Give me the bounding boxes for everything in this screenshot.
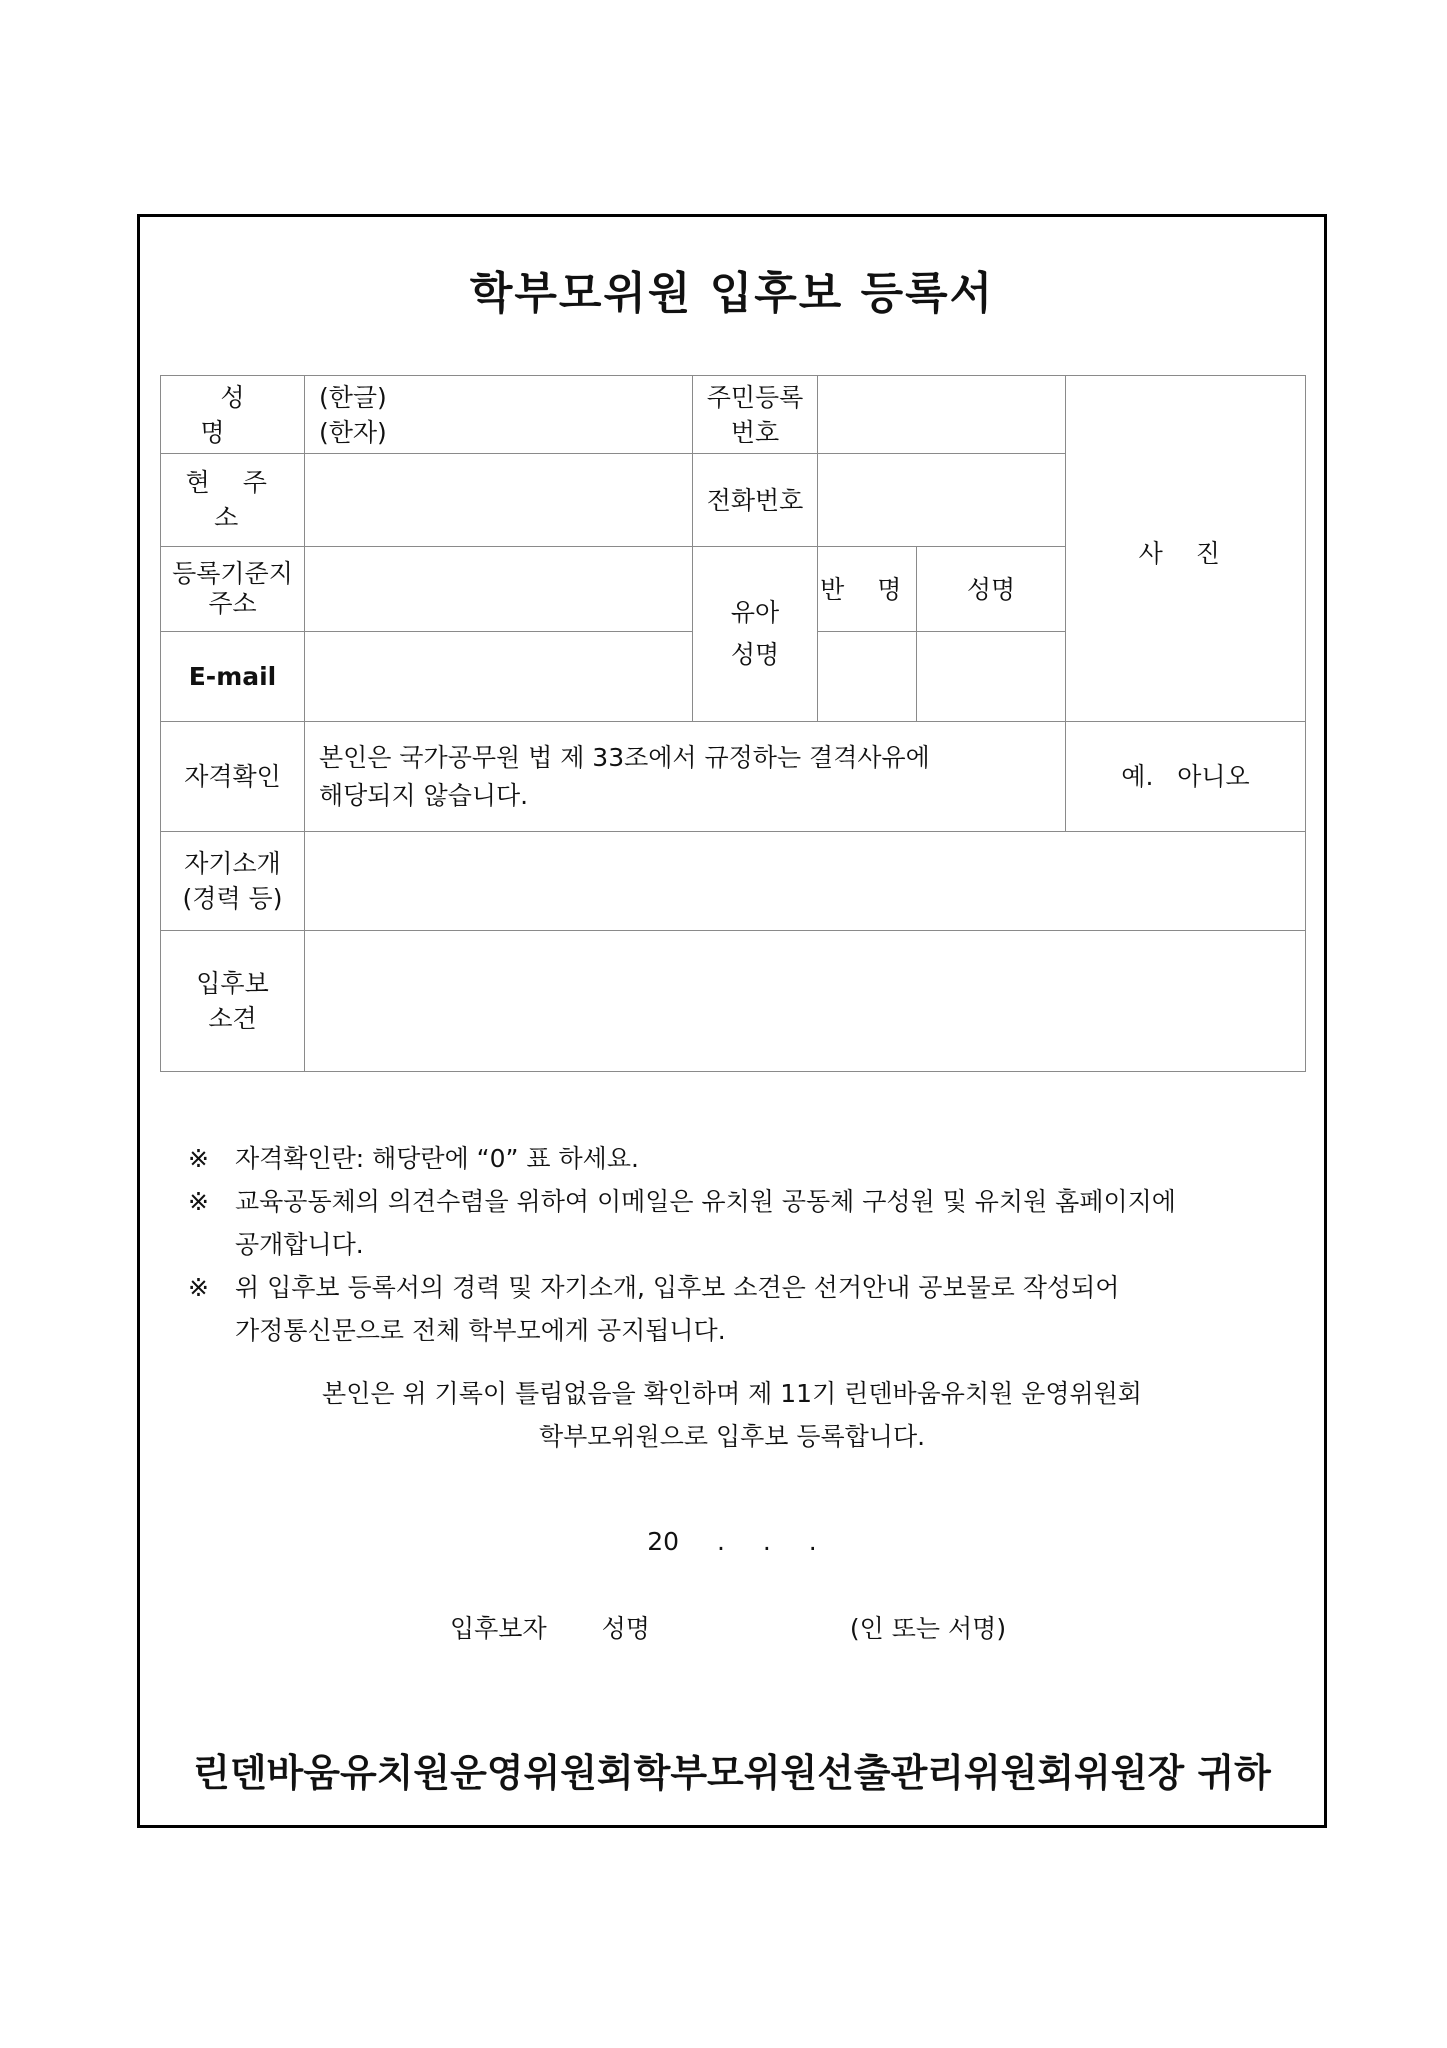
note-item: ※ 자격확인란: 해당란에 “0” 표 하세요. bbox=[188, 1137, 1308, 1180]
opinion-field[interactable] bbox=[305, 931, 1306, 1072]
signature-name-field[interactable] bbox=[650, 1609, 850, 1645]
photo-label: 사 진 bbox=[1138, 539, 1233, 568]
note-item: ※ 위 입후보 등록서의 경력 및 자기소개, 입후보 소견은 선거안내 공보물로 작성되어 bbox=[188, 1266, 1308, 1309]
qualification-options[interactable]: 예. 아니오 bbox=[1066, 722, 1306, 832]
child-name-label: 유아 성명 bbox=[693, 547, 818, 722]
name-label: 성 명 bbox=[161, 376, 305, 454]
rrn-label: 주민등록 번호 bbox=[693, 376, 818, 454]
email-field[interactable] bbox=[305, 632, 693, 722]
child-name-header: 성명 bbox=[917, 547, 1066, 632]
intro-label: 자기소개 (경력 등) bbox=[161, 832, 305, 931]
addressee: 린덴바움유치원운영위원회학부모위원선출관리위원회위원장 귀하 bbox=[193, 1751, 1271, 1795]
email-label: E-mail bbox=[161, 632, 305, 722]
signature-line bbox=[450, 1609, 1006, 1645]
note-item: ※ 교육공동체의 의견수렴을 위하여 이메일은 유치원 공동체 구성원 및 유치원 홈페이지에 bbox=[188, 1180, 1308, 1223]
form-frame bbox=[137, 214, 1327, 1828]
name-hanja-label: (한자) bbox=[319, 417, 387, 447]
reference-mark-icon: ※ bbox=[188, 1144, 209, 1173]
note-continuation: 공개합니다. bbox=[235, 1230, 364, 1259]
address-label: 현 주 소 bbox=[161, 454, 305, 547]
rrn-field[interactable] bbox=[818, 376, 1066, 454]
page-title: 학부모위원 입후보 등록서 bbox=[469, 268, 995, 319]
child-name-field[interactable] bbox=[917, 632, 1066, 722]
signature-name-label: 성명 bbox=[601, 1614, 650, 1643]
registry-address-label: 등록기준지 주소 bbox=[161, 547, 305, 632]
photo-box[interactable] bbox=[1066, 376, 1306, 722]
qualification-label: 자격확인 bbox=[161, 722, 305, 832]
name-hangul-label: (한글) bbox=[319, 382, 387, 412]
note-continuation: 가정통신문으로 전체 학부모에게 공지됩니다. bbox=[235, 1316, 726, 1345]
child-class-field[interactable] bbox=[818, 632, 917, 722]
reference-mark-icon: ※ bbox=[188, 1273, 209, 1302]
class-label: 반 명 bbox=[818, 547, 917, 632]
qualification-statement: 본인은 국가공무원 법 제 33조에서 규정하는 결격사유에 해당되지 않습니다. bbox=[305, 722, 1066, 832]
phone-label: 전화번호 bbox=[693, 454, 818, 547]
opinion-label: 입후보 소견 bbox=[161, 931, 305, 1072]
registry-address-field[interactable] bbox=[305, 547, 693, 632]
pledge-statement: 본인은 위 기록이 틀림없음을 확인하며 제 11기 린덴바움유치원 운영위원회 학부모위원으로 입후보 등록합니다. bbox=[322, 1379, 1142, 1451]
address-field[interactable] bbox=[305, 454, 693, 547]
name-field[interactable] bbox=[305, 376, 693, 454]
phone-field[interactable] bbox=[818, 454, 1066, 547]
seal-label: (인 또는 서명) bbox=[849, 1614, 1007, 1643]
intro-field[interactable] bbox=[305, 832, 1306, 931]
candidate-label: 입후보자 bbox=[450, 1614, 547, 1643]
notes-section bbox=[188, 1137, 1308, 1352]
date-field[interactable]: 20 . . . bbox=[647, 1527, 817, 1556]
registration-table bbox=[160, 375, 1306, 1072]
reference-mark-icon: ※ bbox=[188, 1187, 209, 1216]
